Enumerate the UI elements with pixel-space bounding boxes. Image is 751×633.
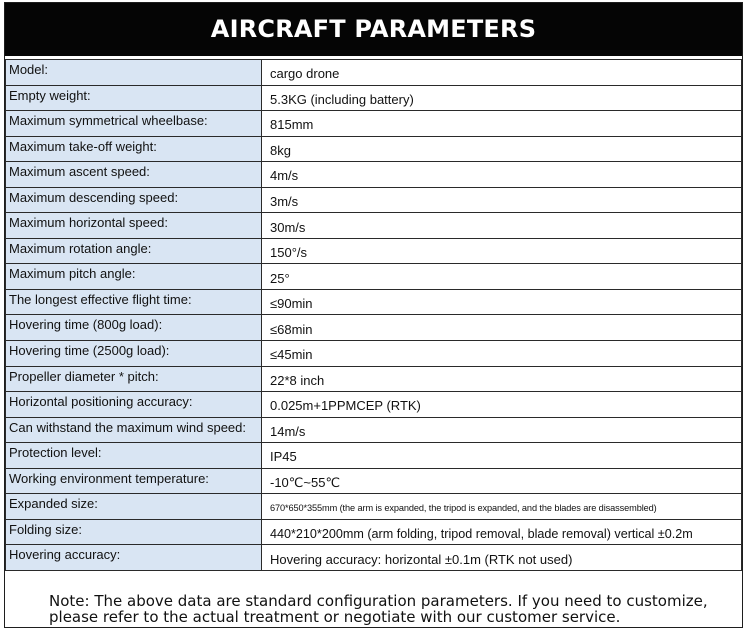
row-value: IP45 bbox=[262, 443, 742, 469]
table-row bbox=[6, 417, 742, 443]
row-label: Folding size: bbox=[6, 519, 262, 545]
table-row bbox=[6, 289, 742, 315]
row-label: Can withstand the maximum wind speed: bbox=[6, 417, 262, 443]
row-value: ≤45min bbox=[262, 341, 742, 367]
table-row bbox=[6, 366, 742, 392]
row-label: Model: bbox=[6, 60, 262, 86]
row-value: 5.3KG (including battery) bbox=[262, 85, 742, 111]
row-value: 3m/s bbox=[262, 187, 742, 213]
row-label: The longest effective flight time: bbox=[6, 289, 262, 315]
row-label: Horizontal positioning accuracy: bbox=[6, 392, 262, 418]
parameter-sheet bbox=[4, 2, 743, 628]
note-line-2: please refer to the actual treatment or negotiate with our customer service. bbox=[49, 608, 621, 626]
row-value: 22*8 inch bbox=[262, 366, 742, 392]
row-value: 4m/s bbox=[262, 162, 742, 188]
table-row bbox=[6, 315, 742, 341]
row-value: 8kg bbox=[262, 136, 742, 162]
row-value: 0.025m+1PPMCEP (RTK) bbox=[262, 392, 742, 418]
row-label: Maximum take-off weight: bbox=[6, 136, 262, 162]
table-row bbox=[6, 341, 742, 367]
table-row bbox=[6, 136, 742, 162]
table-row bbox=[6, 238, 742, 264]
row-value: 670*650*355mm (the arm is expanded, the tripod is expanded, and the blades are disassembled) bbox=[262, 494, 742, 520]
footer-note bbox=[5, 590, 742, 628]
row-label: Maximum rotation angle: bbox=[6, 238, 262, 264]
row-label: Maximum ascent speed: bbox=[6, 162, 262, 188]
row-value: ≤90min bbox=[262, 289, 742, 315]
row-label: Hovering time (2500g load): bbox=[6, 341, 262, 367]
table-row bbox=[6, 494, 742, 520]
table-row bbox=[6, 519, 742, 545]
row-value: -10℃~55℃ bbox=[262, 468, 742, 494]
row-label: Hovering accuracy: bbox=[6, 545, 262, 571]
row-label: Maximum pitch angle: bbox=[6, 264, 262, 290]
table-row bbox=[6, 213, 742, 239]
row-label: Protection level: bbox=[6, 443, 262, 469]
row-value: 440*210*200mm (arm folding, tripod removal, blade removal) vertical ±0.2m bbox=[262, 519, 742, 545]
table-row bbox=[6, 111, 742, 137]
row-label: Expanded size: bbox=[6, 494, 262, 520]
row-label: Hovering time (800g load): bbox=[6, 315, 262, 341]
table-row bbox=[6, 162, 742, 188]
row-value: Hovering accuracy: horizontal ±0.1m (RTK not used) bbox=[262, 545, 742, 571]
row-value: 150°/s bbox=[262, 238, 742, 264]
table-row bbox=[6, 187, 742, 213]
table-row bbox=[6, 468, 742, 494]
row-label: Propeller diameter * pitch: bbox=[6, 366, 262, 392]
table-row bbox=[6, 392, 742, 418]
table-row bbox=[6, 264, 742, 290]
table-row bbox=[6, 60, 742, 86]
row-label: Maximum symmetrical wheelbase: bbox=[6, 111, 262, 137]
page-title: AIRCRAFT PARAMETERS bbox=[5, 3, 742, 56]
row-value: 815mm bbox=[262, 111, 742, 137]
row-value: 25° bbox=[262, 264, 742, 290]
row-label: Maximum descending speed: bbox=[6, 187, 262, 213]
row-value: 14m/s bbox=[262, 417, 742, 443]
table-row bbox=[6, 545, 742, 571]
note-line-1: Note: The above data are standard configuration parameters. If you need to customize, bbox=[49, 592, 708, 610]
table-row bbox=[6, 85, 742, 111]
row-value: 30m/s bbox=[262, 213, 742, 239]
row-label: Maximum horizontal speed: bbox=[6, 213, 262, 239]
row-value: ≤68min bbox=[262, 315, 742, 341]
row-label: Empty weight: bbox=[6, 85, 262, 111]
row-value: cargo drone bbox=[262, 60, 742, 86]
row-label: Working environment temperature: bbox=[6, 468, 262, 494]
parameters-table bbox=[5, 59, 742, 571]
table-row bbox=[6, 443, 742, 469]
